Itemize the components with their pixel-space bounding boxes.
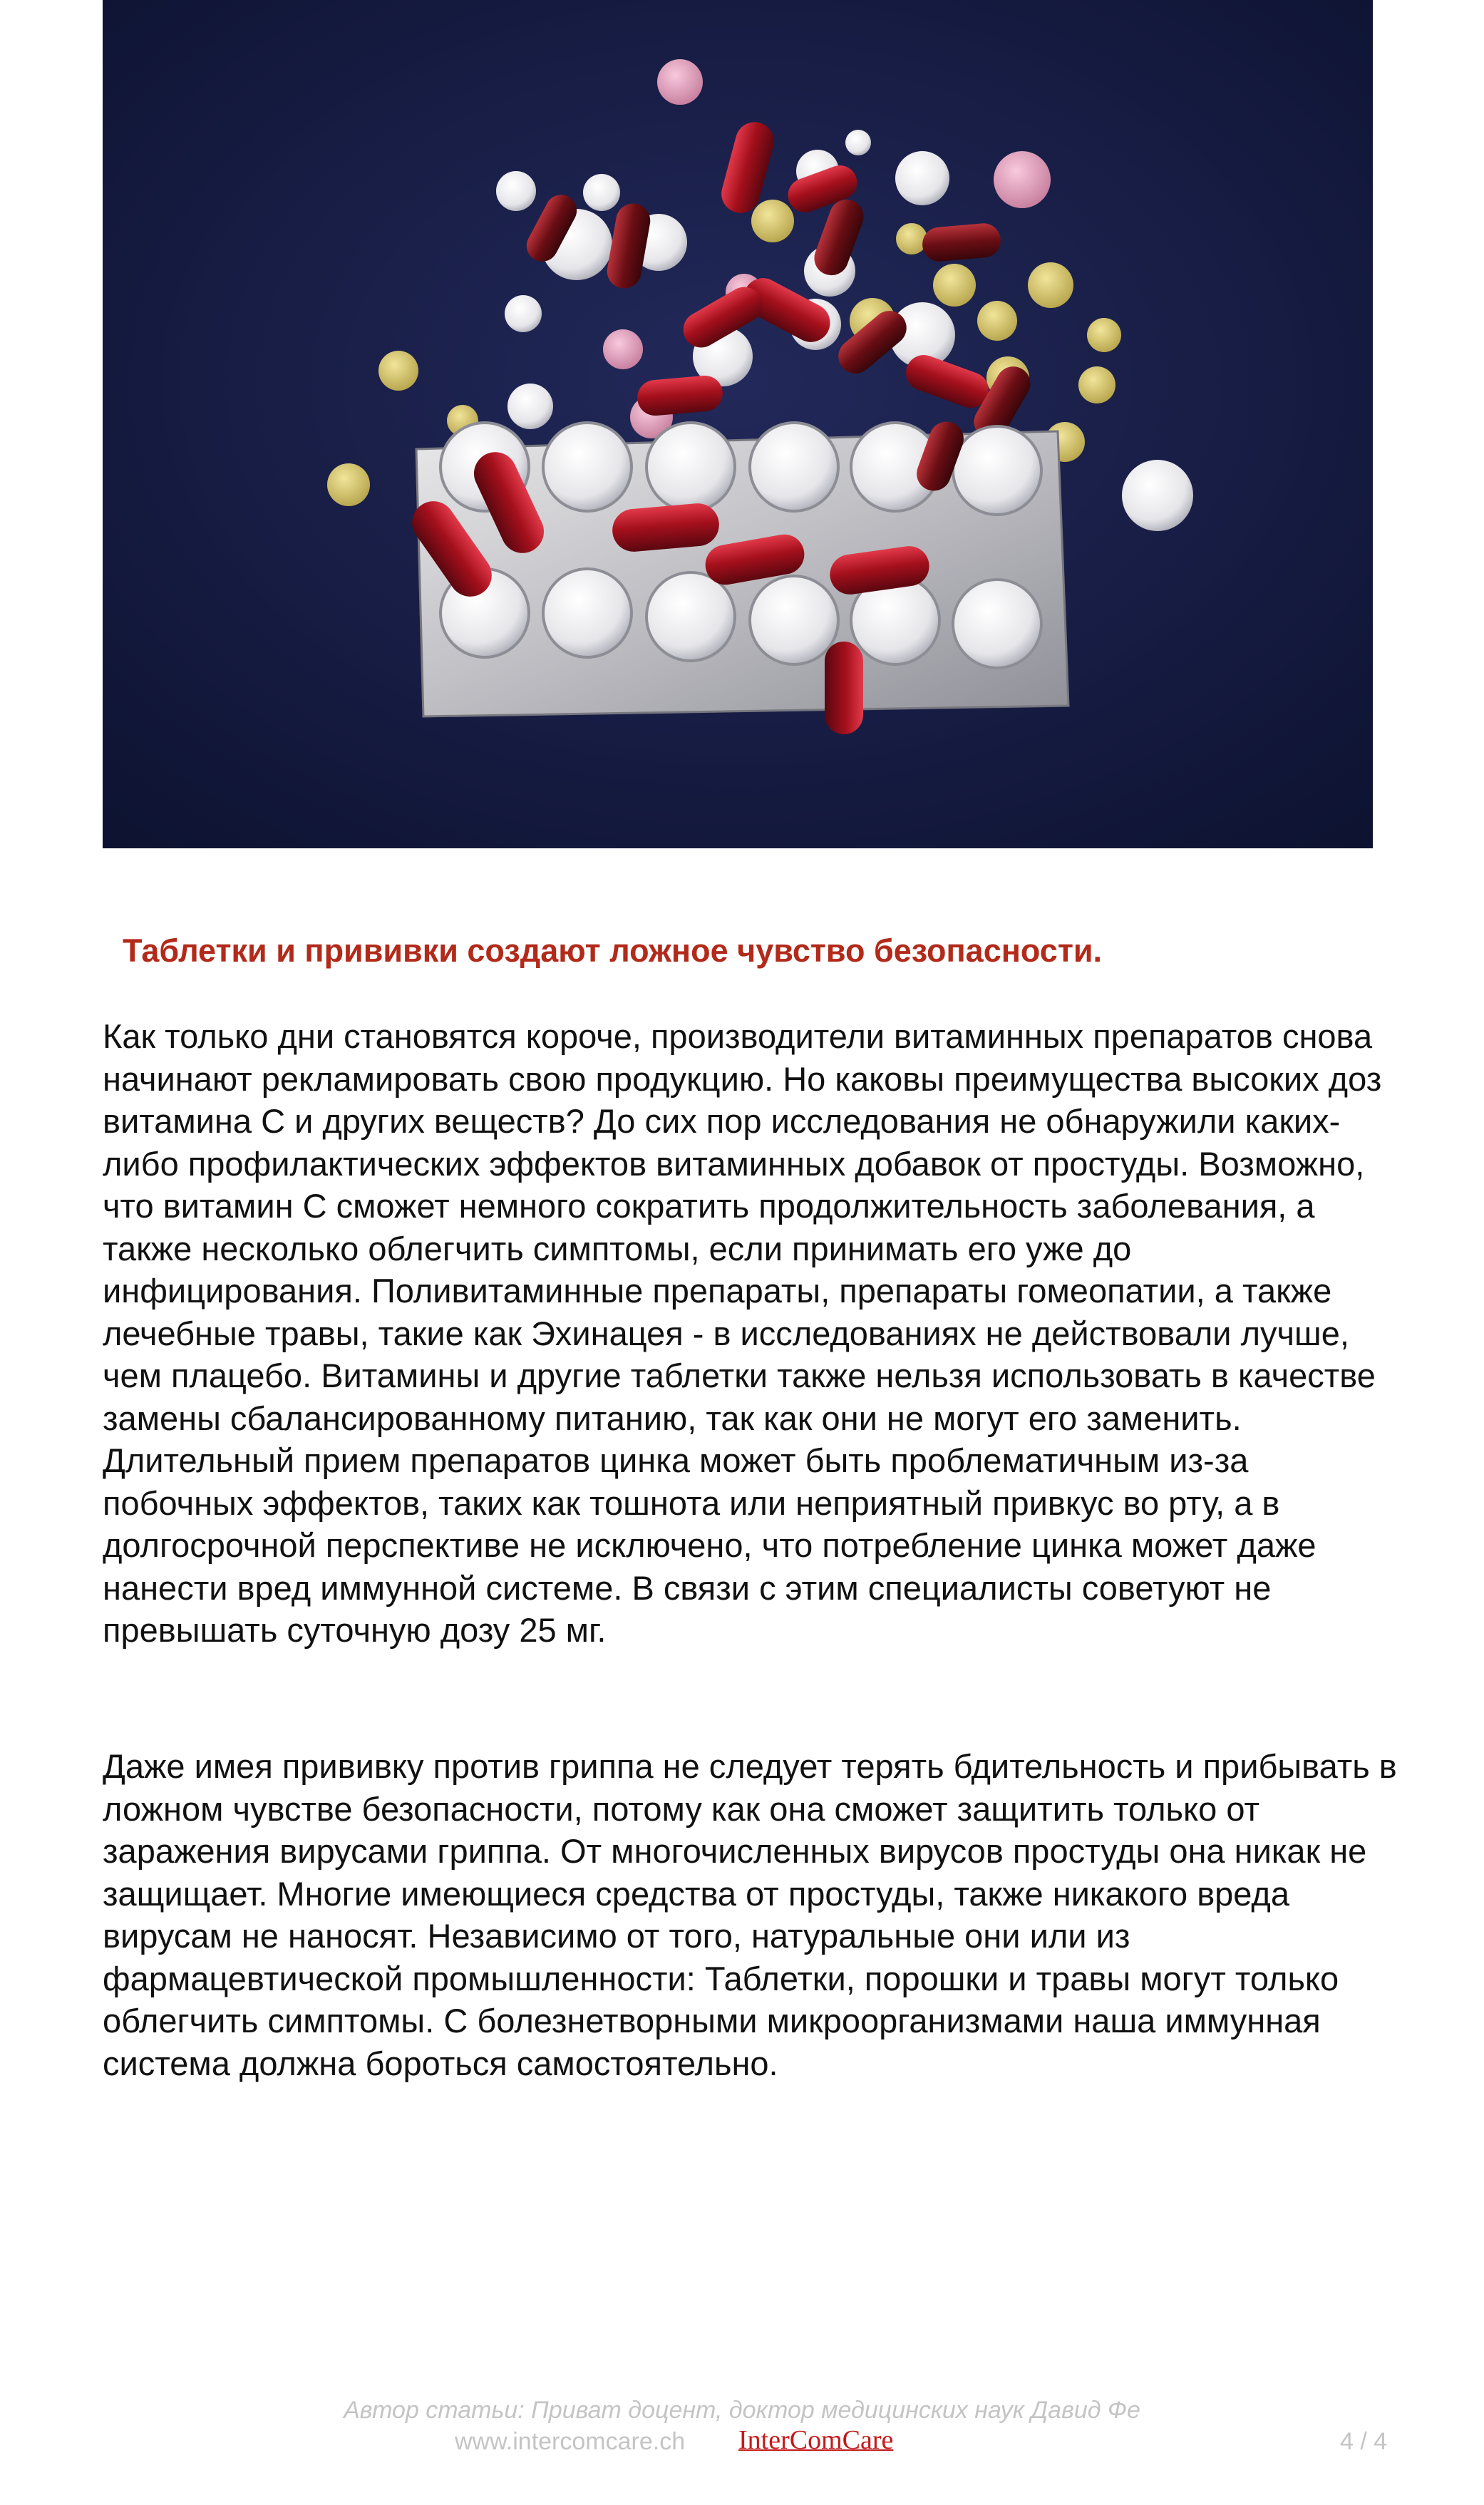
page-number: 4 / 4: [1340, 2428, 1388, 2455]
article-paragraph: Как только дни становятся короче, производители витаминных препаратов снова начинают рекламировать свою продукцию. Но каковы преимущества высоких доз витамина С и других веществ? До сих пор исследования не обнаружили каких-либо профилактических эффектов витаминных добавок от простуды. Возможно, что витамин С сможет немного сократить продолжительность заболевания, а также несколько облегчить симптомы, если принимать его уже до инфицирования. Поливитаминные препараты, препараты гомеопатии, а также лечебные травы, такие как Эхинацея - в исследованиях не действовали лучше, чем плацебо. Витамины и другие таблетки также нельзя использовать в качестве замены сбалансированному питанию, так как они не могут его заменить. Длительный прием препаратов цинка может быть проблематичным из-за побочных эффектов, таких как тошнота или неприятный привкус во рту, а в долгосрочной перспективе не исключено, что потребление цинка может даже нанести вред иммунной системе. В связи с этим специалисты советуют не превышать суточную дозу 25 мг.: [103, 1017, 1382, 1649]
footer-website-link[interactable]: www.intercomcare.ch: [455, 2428, 686, 2455]
brand-logo: InterComCare: [738, 2425, 894, 2455]
article-heading: Таблетки и прививки создают ложное чувство безопасности.: [123, 932, 1103, 969]
article-paragraph: Даже имея прививку против гриппа не следует терять бдительность и прибывать в ложном чувстве безопасности, потому как она сможет защитить только от заражения вирусами гриппа. От многочисленных вирусов простуды она никак не защищает. Многие имеющиеся средства от простуды, также никакого вреда вирусам не наносят. Независимо от того, натуральные они или из фармацевтической промышленности: Таблетки, порошки и травы могут только облегчить симптомы. С болезнетворными микроорганизмами наша иммунная система должна бороться самостоятельно.: [103, 1747, 1397, 2082]
footer-author: Автор статьи: Приват доцент, доктор медицинских наук Давид Фе: [344, 2397, 1140, 2424]
pills-photo: [103, 0, 1373, 848]
